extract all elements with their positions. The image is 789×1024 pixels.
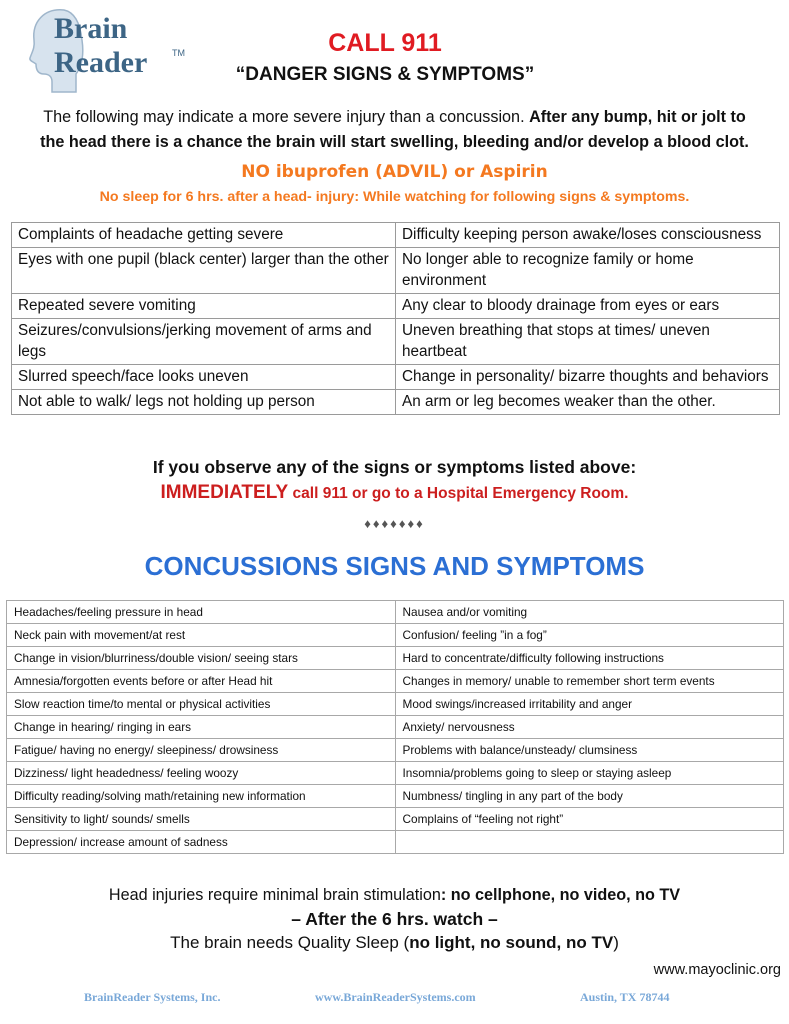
quality-sleep-lead: The brain needs Quality Sleep ( [170, 933, 410, 952]
concussion-row [7, 601, 784, 624]
stimulation-note-bold: : no cellphone, no video, no TV [440, 886, 681, 904]
concussion-row [7, 670, 784, 693]
concussion-row [7, 693, 784, 716]
concussion-row-cell: Amnesia/forgotten events before or after Head hit [7, 670, 396, 693]
intro-bold-1: After any bump, hit or jolt to [529, 108, 746, 126]
danger-row [12, 390, 780, 415]
concussion-row [7, 716, 784, 739]
concussion-row-cell [395, 831, 784, 854]
concussion-row [7, 785, 784, 808]
concussion-row-cell: Fatigue/ having no energy/ sleepiness/ drowsiness [7, 739, 396, 762]
concussion-row-cell: Hard to concentrate/difficulty following instructions [395, 647, 784, 670]
quality-sleep-end: ) [613, 933, 619, 952]
after-watch-note: – After the 6 hrs. watch – [291, 909, 498, 929]
intro-paragraph [0, 105, 789, 155]
concussion-row-cell: Anxiety/ nervousness [395, 716, 784, 739]
concussion-row-cell: Complains of “feeling not right” [395, 808, 784, 831]
danger-row-cell: Eyes with one pupil (black center) larger than the other [12, 248, 396, 294]
concussion-row-cell: Mood swings/increased irritability and anger [395, 693, 784, 716]
immediately-rest: call 911 or go to a Hospital Emergency Room. [292, 485, 629, 502]
logo-word-reader: Reader [54, 46, 148, 79]
danger-row-cell: An arm or leg becomes weaker than the other. [396, 390, 780, 415]
concussion-signs-table [6, 600, 784, 854]
concussion-row-cell: Change in hearing/ ringing in ears [7, 716, 396, 739]
stimulation-note [0, 886, 789, 905]
concussion-row-cell: Nausea and/or vomiting [395, 601, 784, 624]
immediately-instruction [0, 482, 789, 504]
concussion-row-cell: Neck pain with movement/at rest [7, 624, 396, 647]
no-sleep-warning: No sleep for 6 hrs. after a head- injury: While watching for following signs & symptoms. [99, 189, 690, 205]
no-ibuprofen-warning: NO ibuprofen (ADVIL) or Aspirin [241, 162, 548, 182]
concussion-row-cell: Numbness/ tingling in any part of the body [395, 785, 784, 808]
quality-sleep-bold: no light, no sound, no TV [409, 933, 614, 952]
danger-row-cell: Any clear to bloody drainage from eyes or ears [396, 294, 780, 319]
danger-signs-table [11, 222, 780, 415]
quality-sleep-note [0, 933, 789, 953]
mayoclinic-source: www.mayoclinic.org [653, 962, 781, 978]
company-location: Austin, TX 78744 [580, 990, 670, 1004]
concussion-row-cell: Change in vision/blurriness/double vision/ seeing stars [7, 647, 396, 670]
call-911-heading: CALL 911 [328, 29, 442, 57]
danger-row-cell: Seizures/convulsions/jerking movement of arms and legs [12, 319, 396, 365]
danger-row-cell: Complaints of headache getting severe [12, 223, 396, 248]
danger-row-cell: Slurred speech/face looks uneven [12, 365, 396, 390]
danger-row-cell: Difficulty keeping person awake/loses consciousness [396, 223, 780, 248]
danger-row-cell: No longer able to recognize family or home environment [396, 248, 780, 294]
concussion-row [7, 808, 784, 831]
danger-row [12, 248, 780, 294]
concussion-row-cell: Dizziness/ light headedness/ feeling woozy [7, 762, 396, 785]
intro-lead: The following may indicate a more severe injury than a concussion. [43, 108, 525, 126]
concussion-row-cell: Insomnia/problems going to sleep or staying asleep [395, 762, 784, 785]
concussion-row-cell: Depression/ increase amount of sadness [7, 831, 396, 854]
concussion-row [7, 624, 784, 647]
concussion-row [7, 739, 784, 762]
concussion-row-cell: Confusion/ feeling ”in a fog” [395, 624, 784, 647]
concussion-row-cell: Sensitivity to light/ sounds/ smells [7, 808, 396, 831]
concussion-row-cell: Difficulty reading/solving math/retaining new information [7, 785, 396, 808]
observe-instruction: If you observe any of the signs or symptoms listed above: [152, 457, 637, 477]
concussion-row [7, 762, 784, 785]
danger-row-cell: Repeated severe vomiting [12, 294, 396, 319]
danger-row-cell: Not able to walk/ legs not holding up person [12, 390, 396, 415]
company-name: BrainReader Systems, Inc. [84, 990, 221, 1004]
trademark-mark: TM [172, 48, 185, 58]
danger-row [12, 294, 780, 319]
danger-row [12, 319, 780, 365]
concussion-row-cell: Slow reaction time/to mental or physical activities [7, 693, 396, 716]
concussion-heading: CONCUSSIONS SIGNS AND SYMPTOMS [144, 551, 645, 581]
danger-row [12, 223, 780, 248]
concussion-row-cell: Changes in memory/ unable to remember short term events [395, 670, 784, 693]
intro-bold-2: the head there is a chance the brain will start swelling, bleeding and/or develop a blood clot. [40, 133, 749, 151]
concussion-row [7, 647, 784, 670]
immediately-word: IMMEDIATELY [160, 482, 289, 503]
logo-word-brain: Brain [54, 12, 128, 45]
stimulation-note-lead: Head injuries require minimal brain stimulation [108, 886, 441, 904]
concussion-row [7, 831, 784, 854]
danger-row-cell: Uneven breathing that stops at times/ uneven heartbeat [396, 319, 780, 365]
concussion-row-cell: Headaches/feeling pressure in head [7, 601, 396, 624]
danger-row-cell: Change in personality/ bizarre thoughts and behaviors [396, 365, 780, 390]
diamond-divider: ♦♦♦♦♦♦♦ [364, 516, 425, 531]
concussion-row-cell: Problems with balance/unsteady/ clumsiness [395, 739, 784, 762]
danger-signs-heading: “DANGER SIGNS & SYMPTOMS” [235, 64, 535, 85]
company-website: www.BrainReaderSystems.com [315, 990, 476, 1004]
danger-row [12, 365, 780, 390]
